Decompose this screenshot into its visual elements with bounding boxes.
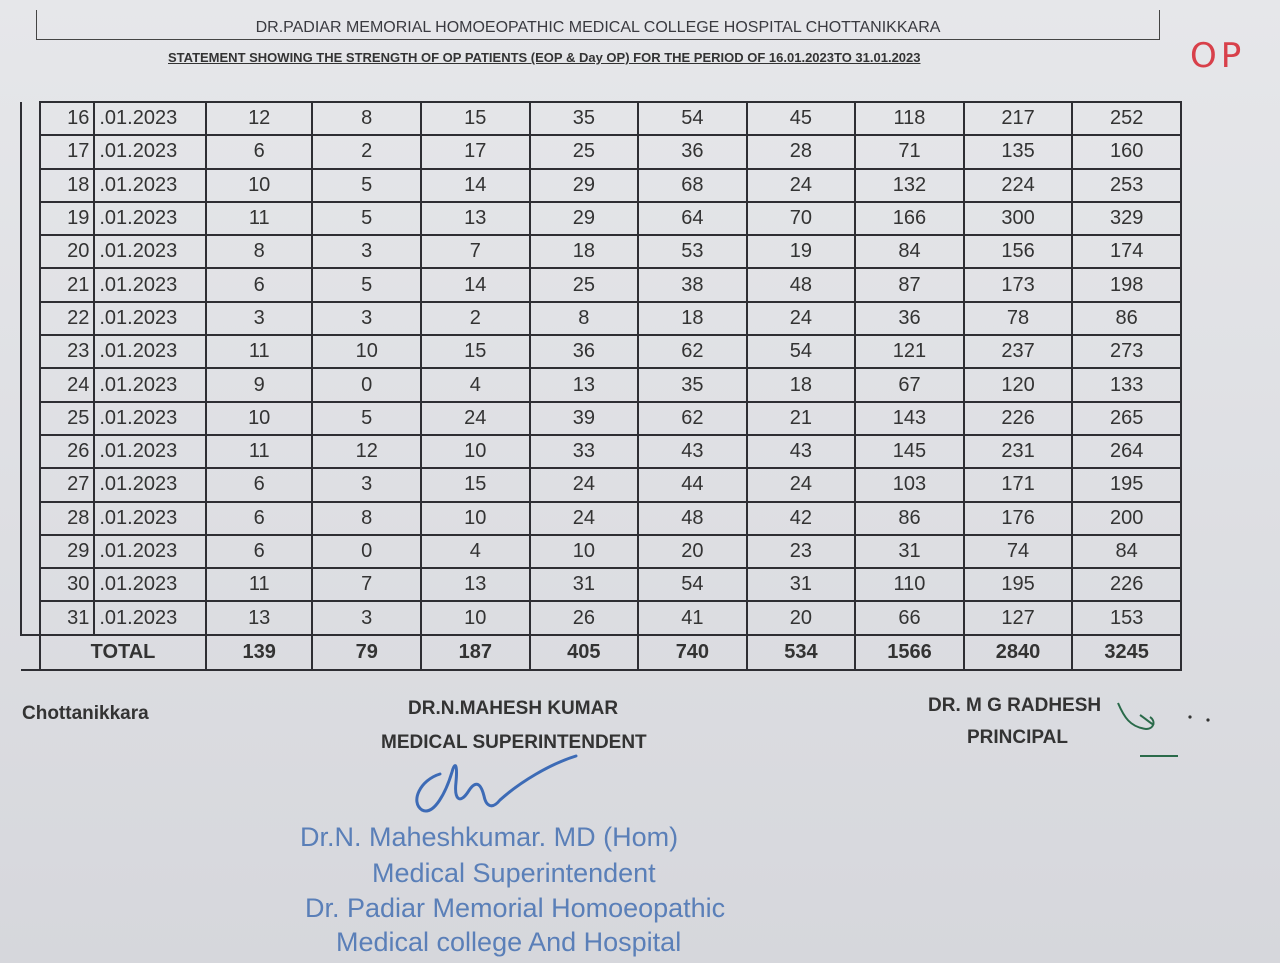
value-cell: 4 xyxy=(421,535,530,568)
date-month-cell: .01.2023 xyxy=(94,368,206,401)
date-month-cell: .01.2023 xyxy=(94,335,206,368)
value-cell: 8 xyxy=(206,235,313,268)
value-cell: 84 xyxy=(855,235,964,268)
value-cell: 31 xyxy=(747,568,856,601)
value-cell: 253 xyxy=(1072,169,1181,202)
value-cell: 68 xyxy=(638,169,747,202)
value-cell: 78 xyxy=(964,302,1073,335)
value-cell: 5 xyxy=(312,169,421,202)
date-day-cell: 16 xyxy=(40,102,94,135)
date-month-cell: .01.2023 xyxy=(94,601,206,634)
value-cell: 24 xyxy=(747,302,856,335)
value-cell: 121 xyxy=(855,335,964,368)
value-cell: 120 xyxy=(964,368,1073,401)
value-cell: 28 xyxy=(747,135,856,168)
stamp-line-2: Medical Superintendent xyxy=(372,858,656,888)
value-cell: 18 xyxy=(747,368,856,401)
value-cell: 39 xyxy=(530,402,639,435)
value-cell: 43 xyxy=(638,435,747,468)
date-day-cell: 19 xyxy=(40,202,94,235)
date-month-cell: .01.2023 xyxy=(94,135,206,168)
total-value-cell: 534 xyxy=(747,635,856,670)
blank-cell xyxy=(21,468,40,501)
value-cell: 25 xyxy=(530,268,639,301)
hospital-title: DR.PADIAR MEMORIAL HOMOEOPATHIC MEDICAL COLLEGE HOSPITAL CHOTTANIKKARA xyxy=(36,10,1160,40)
value-cell: 226 xyxy=(1072,568,1181,601)
total-label: TOTAL xyxy=(40,635,206,670)
value-cell: 8 xyxy=(312,502,421,535)
value-cell: 36 xyxy=(855,302,964,335)
blank-cell xyxy=(21,169,40,202)
place-label: Chottanikkara xyxy=(22,703,149,724)
value-cell: 13 xyxy=(421,568,530,601)
table-row xyxy=(21,568,1181,601)
value-cell: 143 xyxy=(855,402,964,435)
value-cell: 10 xyxy=(312,335,421,368)
value-cell: 41 xyxy=(638,601,747,634)
principal-name: DR. M G RADHESH xyxy=(928,695,1102,716)
value-cell: 62 xyxy=(638,402,747,435)
table-row xyxy=(21,335,1181,368)
total-value-cell: 405 xyxy=(530,635,639,670)
value-cell: 31 xyxy=(855,535,964,568)
value-cell: 0 xyxy=(312,535,421,568)
total-value-cell: 79 xyxy=(312,635,421,670)
stamp-line-3: Dr. Padiar Memorial Homoeopathic xyxy=(305,893,726,923)
date-day-cell: 17 xyxy=(40,135,94,168)
value-cell: 43 xyxy=(747,435,856,468)
value-cell: 10 xyxy=(421,435,530,468)
value-cell: 48 xyxy=(638,502,747,535)
blank-cell xyxy=(21,302,40,335)
value-cell: 166 xyxy=(855,202,964,235)
value-cell: 20 xyxy=(747,601,856,634)
value-cell: 7 xyxy=(312,568,421,601)
value-cell: 2 xyxy=(421,302,530,335)
value-cell: 13 xyxy=(206,601,313,634)
date-month-cell: .01.2023 xyxy=(94,235,206,268)
statement-title: STATEMENT SHOWING THE STRENGTH OF OP PATIENTS (EOP & Day OP) FOR THE PERIOD OF 16.01.2023TO 31.01.2023 xyxy=(168,50,921,65)
superintendent-signature xyxy=(400,752,580,827)
value-cell: 4 xyxy=(421,368,530,401)
blank-cell xyxy=(21,402,40,435)
date-month-cell: .01.2023 xyxy=(94,102,206,135)
value-cell: 25 xyxy=(530,135,639,168)
value-cell: 24 xyxy=(421,402,530,435)
table-row xyxy=(21,601,1181,634)
date-month-cell: .01.2023 xyxy=(94,468,206,501)
date-month-cell: .01.2023 xyxy=(94,302,206,335)
value-cell: 3 xyxy=(312,601,421,634)
table-row xyxy=(21,535,1181,568)
value-cell: 19 xyxy=(747,235,856,268)
date-day-cell: 18 xyxy=(40,169,94,202)
value-cell: 231 xyxy=(964,435,1073,468)
value-cell: 153 xyxy=(1072,601,1181,634)
value-cell: 67 xyxy=(855,368,964,401)
value-cell: 45 xyxy=(747,102,856,135)
value-cell: 6 xyxy=(206,502,313,535)
value-cell: 5 xyxy=(312,402,421,435)
blank-cell xyxy=(21,635,40,670)
value-cell: 35 xyxy=(638,368,747,401)
date-day-cell: 25 xyxy=(40,402,94,435)
table-row xyxy=(21,468,1181,501)
value-cell: 156 xyxy=(964,235,1073,268)
table-row xyxy=(21,302,1181,335)
date-month-cell: .01.2023 xyxy=(94,202,206,235)
value-cell: 10 xyxy=(530,535,639,568)
value-cell: 48 xyxy=(747,268,856,301)
date-day-cell: 28 xyxy=(40,502,94,535)
table-row xyxy=(21,402,1181,435)
value-cell: 10 xyxy=(206,402,313,435)
value-cell: 15 xyxy=(421,468,530,501)
value-cell: 31 xyxy=(530,568,639,601)
date-day-cell: 24 xyxy=(40,368,94,401)
value-cell: 2 xyxy=(312,135,421,168)
blank-cell xyxy=(21,601,40,634)
total-value-cell: 187 xyxy=(421,635,530,670)
value-cell: 8 xyxy=(530,302,639,335)
value-cell: 42 xyxy=(747,502,856,535)
value-cell: 24 xyxy=(530,502,639,535)
total-value-cell: 139 xyxy=(206,635,313,670)
value-cell: 5 xyxy=(312,202,421,235)
blank-cell xyxy=(21,568,40,601)
date-month-cell: .01.2023 xyxy=(94,435,206,468)
value-cell: 135 xyxy=(964,135,1073,168)
value-cell: 3 xyxy=(312,468,421,501)
table-row xyxy=(21,102,1181,135)
op-patient-table xyxy=(20,101,1182,671)
value-cell: 7 xyxy=(421,235,530,268)
date-month-cell: .01.2023 xyxy=(94,402,206,435)
value-cell: 66 xyxy=(855,601,964,634)
value-cell: 10 xyxy=(421,502,530,535)
value-cell: 103 xyxy=(855,468,964,501)
value-cell: 265 xyxy=(1072,402,1181,435)
date-day-cell: 27 xyxy=(40,468,94,501)
value-cell: 24 xyxy=(747,468,856,501)
op-handwritten-mark: OP xyxy=(1190,36,1246,76)
value-cell: 145 xyxy=(855,435,964,468)
value-cell: 12 xyxy=(206,102,313,135)
value-cell: 12 xyxy=(312,435,421,468)
value-cell: 14 xyxy=(421,169,530,202)
principal-title: PRINCIPAL xyxy=(967,727,1068,748)
table-row xyxy=(21,169,1181,202)
value-cell: 252 xyxy=(1072,102,1181,135)
value-cell: 14 xyxy=(421,268,530,301)
value-cell: 176 xyxy=(964,502,1073,535)
blank-cell xyxy=(21,102,40,135)
blank-cell xyxy=(21,268,40,301)
value-cell: 329 xyxy=(1072,202,1181,235)
table-row xyxy=(21,502,1181,535)
value-cell: 29 xyxy=(530,202,639,235)
value-cell: 24 xyxy=(747,169,856,202)
superintendent-name: DR.N.MAHESH KUMAR xyxy=(408,698,619,719)
value-cell: 11 xyxy=(206,568,313,601)
value-cell: 23 xyxy=(747,535,856,568)
value-cell: 6 xyxy=(206,135,313,168)
value-cell: 173 xyxy=(964,268,1073,301)
value-cell: 11 xyxy=(206,335,313,368)
value-cell: 15 xyxy=(421,335,530,368)
value-cell: 54 xyxy=(638,568,747,601)
value-cell: 110 xyxy=(855,568,964,601)
value-cell: 6 xyxy=(206,468,313,501)
blank-cell xyxy=(21,368,40,401)
value-cell: 10 xyxy=(421,601,530,634)
value-cell: 70 xyxy=(747,202,856,235)
date-day-cell: 20 xyxy=(40,235,94,268)
value-cell: 3 xyxy=(312,235,421,268)
value-cell: 54 xyxy=(638,102,747,135)
value-cell: 86 xyxy=(1072,302,1181,335)
value-cell: 87 xyxy=(855,268,964,301)
table-row xyxy=(21,368,1181,401)
total-row xyxy=(21,635,1181,670)
date-day-cell: 22 xyxy=(40,302,94,335)
value-cell: 38 xyxy=(638,268,747,301)
value-cell: 160 xyxy=(1072,135,1181,168)
date-day-cell: 29 xyxy=(40,535,94,568)
stamp-line-4: Medical college And Hospital xyxy=(336,927,682,957)
value-cell: 36 xyxy=(530,335,639,368)
value-cell: 195 xyxy=(964,568,1073,601)
table-row xyxy=(21,202,1181,235)
value-cell: 5 xyxy=(312,268,421,301)
value-cell: 54 xyxy=(747,335,856,368)
value-cell: 8 xyxy=(312,102,421,135)
total-value-cell: 2840 xyxy=(964,635,1073,670)
value-cell: 300 xyxy=(964,202,1073,235)
principal-signature xyxy=(1110,695,1220,770)
date-month-cell: .01.2023 xyxy=(94,169,206,202)
value-cell: 195 xyxy=(1072,468,1181,501)
blank-cell xyxy=(21,535,40,568)
value-cell: 224 xyxy=(964,169,1073,202)
value-cell: 35 xyxy=(530,102,639,135)
value-cell: 53 xyxy=(638,235,747,268)
value-cell: 29 xyxy=(530,169,639,202)
blank-cell xyxy=(21,202,40,235)
date-month-cell: .01.2023 xyxy=(94,535,206,568)
table-row xyxy=(21,135,1181,168)
blank-cell xyxy=(21,335,40,368)
value-cell: 226 xyxy=(964,402,1073,435)
value-cell: 174 xyxy=(1072,235,1181,268)
value-cell: 132 xyxy=(855,169,964,202)
value-cell: 15 xyxy=(421,102,530,135)
date-day-cell: 30 xyxy=(40,568,94,601)
date-month-cell: .01.2023 xyxy=(94,568,206,601)
table-body xyxy=(21,102,1181,670)
value-cell: 237 xyxy=(964,335,1073,368)
value-cell: 17 xyxy=(421,135,530,168)
blank-cell xyxy=(21,502,40,535)
value-cell: 24 xyxy=(530,468,639,501)
table-row xyxy=(21,268,1181,301)
value-cell: 171 xyxy=(964,468,1073,501)
value-cell: 33 xyxy=(530,435,639,468)
stamp-line-1: Dr.N. Maheshkumar. MD (Hom) xyxy=(300,822,679,852)
date-day-cell: 26 xyxy=(40,435,94,468)
value-cell: 44 xyxy=(638,468,747,501)
blank-cell xyxy=(21,135,40,168)
date-day-cell: 31 xyxy=(40,601,94,634)
value-cell: 118 xyxy=(855,102,964,135)
value-cell: 6 xyxy=(206,535,313,568)
date-month-cell: .01.2023 xyxy=(94,268,206,301)
value-cell: 200 xyxy=(1072,502,1181,535)
value-cell: 11 xyxy=(206,435,313,468)
value-cell: 13 xyxy=(421,202,530,235)
value-cell: 11 xyxy=(206,202,313,235)
total-value-cell: 3245 xyxy=(1072,635,1181,670)
total-value-cell: 1566 xyxy=(855,635,964,670)
superintendent-title: MEDICAL SUPERINTENDENT xyxy=(381,732,647,753)
value-cell: 127 xyxy=(964,601,1073,634)
table-row xyxy=(21,235,1181,268)
value-cell: 3 xyxy=(206,302,313,335)
value-cell: 62 xyxy=(638,335,747,368)
value-cell: 20 xyxy=(638,535,747,568)
blank-cell xyxy=(21,235,40,268)
value-cell: 264 xyxy=(1072,435,1181,468)
value-cell: 198 xyxy=(1072,268,1181,301)
total-value-cell: 740 xyxy=(638,635,747,670)
value-cell: 71 xyxy=(855,135,964,168)
value-cell: 36 xyxy=(638,135,747,168)
date-day-cell: 21 xyxy=(40,268,94,301)
table-row xyxy=(21,435,1181,468)
value-cell: 0 xyxy=(312,368,421,401)
value-cell: 217 xyxy=(964,102,1073,135)
value-cell: 26 xyxy=(530,601,639,634)
value-cell: 3 xyxy=(312,302,421,335)
value-cell: 6 xyxy=(206,268,313,301)
value-cell: 74 xyxy=(964,535,1073,568)
value-cell: 10 xyxy=(206,169,313,202)
value-cell: 84 xyxy=(1072,535,1181,568)
value-cell: 86 xyxy=(855,502,964,535)
value-cell: 21 xyxy=(747,402,856,435)
date-day-cell: 23 xyxy=(40,335,94,368)
value-cell: 133 xyxy=(1072,368,1181,401)
value-cell: 18 xyxy=(530,235,639,268)
blank-cell xyxy=(21,435,40,468)
value-cell: 64 xyxy=(638,202,747,235)
value-cell: 18 xyxy=(638,302,747,335)
date-month-cell: .01.2023 xyxy=(94,502,206,535)
value-cell: 13 xyxy=(530,368,639,401)
value-cell: 9 xyxy=(206,368,313,401)
value-cell: 273 xyxy=(1072,335,1181,368)
